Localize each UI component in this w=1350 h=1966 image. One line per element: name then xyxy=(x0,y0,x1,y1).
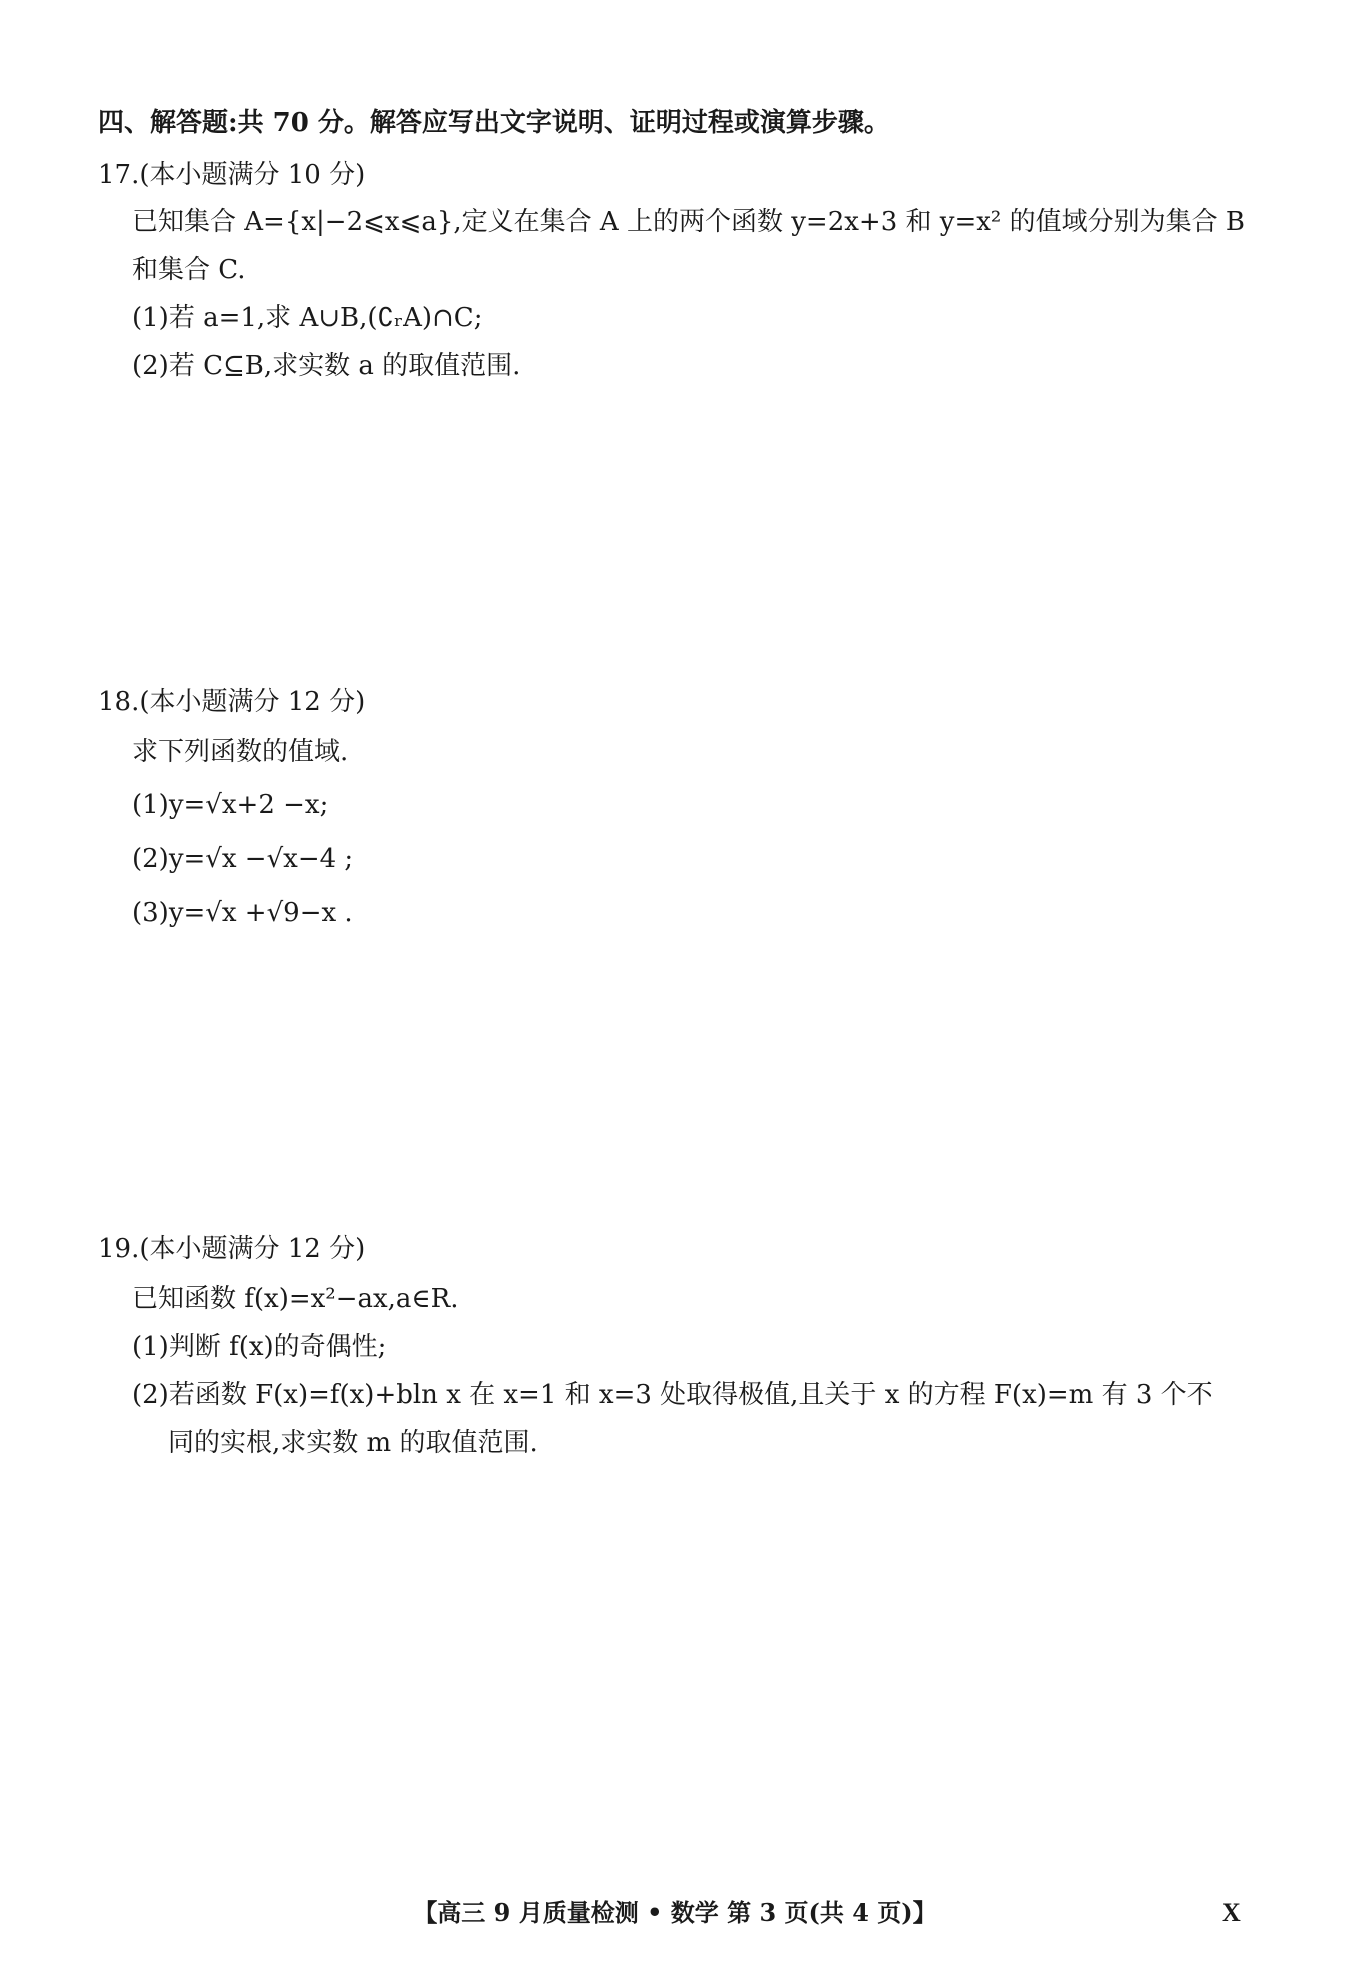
q17-stem-line2: 和集合 C. xyxy=(132,255,246,285)
q17-part2: (2)若 C⊆B,求实数 a 的取值范围. xyxy=(132,351,521,381)
q17-part1: (1)若 a=1,求 A∪B,(∁ᵣA)∩C; xyxy=(132,303,483,333)
q19-heading: 19.(本小题满分 12 分) xyxy=(98,1234,366,1264)
q19-stem: 已知函数 f(x)=x²−ax,a∈R. xyxy=(132,1284,459,1314)
q18-part3: (3)y=√x +√9−x . xyxy=(132,898,353,928)
q18-stem: 求下列函数的值域. xyxy=(132,737,349,767)
q17-stem-line1: 已知集合 A={x|−2⩽x⩽a},定义在集合 A 上的两个函数 y=2x+3 和 y=x² 的值域分别为集合 B xyxy=(132,207,1245,237)
q19-part1: (1)判断 f(x)的奇偶性; xyxy=(132,1332,387,1362)
q18-part2: (2)y=√x −√x−4 ; xyxy=(132,844,354,874)
q19-part2-line2: 同的实根,求实数 m 的取值范围. xyxy=(168,1428,538,1458)
q17-heading: 17.(本小题满分 10 分) xyxy=(98,160,366,190)
corner-mark: X xyxy=(1222,1898,1241,1927)
q19-part2-line1: (2)若函数 F(x)=f(x)+bln x 在 x=1 和 x=3 处取得极值,且关于 x 的方程 F(x)=m 有 3 个不 xyxy=(132,1380,1213,1410)
section-header: 四、解答题:共 70 分。解答应写出文字说明、证明过程或演算步骤。 xyxy=(98,108,890,138)
q18-heading: 18.(本小题满分 12 分) xyxy=(98,687,366,717)
page-footer: 【高三 9 月质量检测 • 数学 第 3 页(共 4 页)】 xyxy=(413,1898,937,1927)
q18-part1: (1)y=√x+2 −x; xyxy=(132,790,329,820)
